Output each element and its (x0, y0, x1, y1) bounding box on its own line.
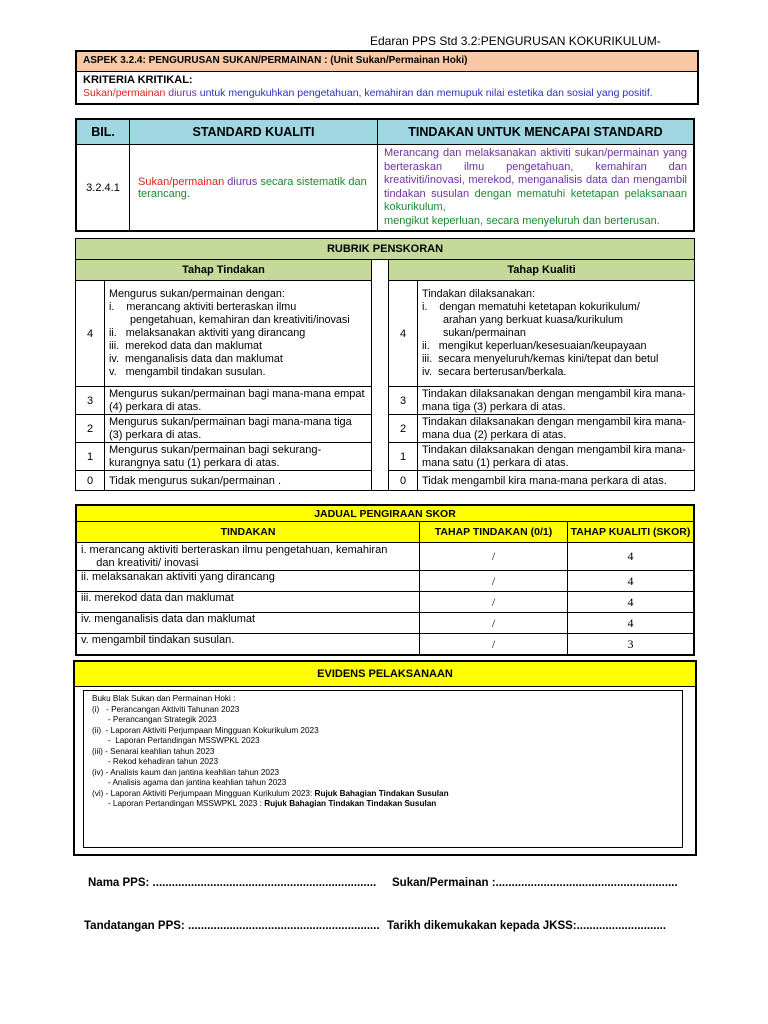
evidens-box (83, 690, 683, 848)
rubrik-tindakan-0: Tidak mengurus sukan/permainan . (105, 471, 372, 491)
bil-value: 3.2.4.1 (76, 145, 130, 232)
score-row-tahap-tindakan: / (420, 592, 568, 613)
score-row-tahap-kualiti: 4 (568, 613, 695, 634)
rubrik-score: 0 (76, 471, 105, 491)
score-row-tahap-kualiti: 4 (568, 592, 695, 613)
rubrik-kualiti-1: Tindakan dilaksanakan dengan mengambil kira mana-mana satu (1) perkara di atas. (418, 443, 695, 471)
score-row-tahap-kualiti: 4 (568, 543, 695, 571)
score-row-tindakan: i. merancang aktiviti berteraskan ilmu pengetahuan, kemahiran dan kreativiti/ inovasi (76, 543, 420, 571)
rubrik-tindakan-1: Mengurus sukan/permainan bagi sekurang-kurangnya satu (1) perkara di atas. (105, 443, 372, 471)
col-tindakan: TINDAKAN UNTUK MENCAPAI STANDARD (378, 119, 695, 145)
col-tindakan: TINDAKAN (76, 522, 420, 543)
tindakan-text: Merancang dan melaksanakan aktiviti sukan/permainan yang berteraskan ilmu pengetahuan, kemahiran dan kreativiti/inovasi, merekod, menganalisis data dan mengambil tindakan susulan dengan mematuhi ketetapan pelaksanaan kokurikulum, mengikut keperluan, secara menyeluruh dan berterusan. (378, 145, 695, 232)
evidens-title: EVIDENS PELAKSANAAN (75, 662, 695, 687)
tandatangan-pps-field: Tandatangan PPS: ............................................................ (84, 920, 380, 932)
kriteria-text: Sukan/permainan diurus untuk mengukuhkan pengetahuan, kemahiran dan memupuk nilai estetika dan sosial yang positif. (83, 87, 653, 99)
rubrik-title: RUBRIK PENSKORAN (76, 239, 695, 260)
tarikh-field: Tarikh dikemukakan kepada JKSS:............................ (387, 920, 667, 932)
rubrik-tindakan-3: Mengurus sukan/permainan bagi mana-mana empat (4) perkara di atas. (105, 387, 372, 415)
score-row-tahap-tindakan: / (420, 613, 568, 634)
rubrik-score: 4 (389, 281, 418, 387)
rubrik-score: 0 (389, 471, 418, 491)
nama-pps-field: Nama PPS: ...................................................................... (88, 877, 377, 889)
rubrik-score: 3 (389, 387, 418, 415)
evidens-block (73, 660, 697, 856)
rubrik-score: 1 (389, 443, 418, 471)
col-tahap-kualiti: Tahap Kualiti (389, 260, 695, 281)
col-standard-kualiti: STANDARD KUALITI (130, 119, 378, 145)
standard-kualiti-text: Sukan/permainan diurus secara sistematik dan terancang. (130, 145, 378, 232)
rubrik-kualiti-2: Tindakan dilaksanakan dengan mengambil kira mana-mana dua (2) perkara di atas. (418, 415, 695, 443)
rubrik-score: 2 (389, 415, 418, 443)
score-row-tahap-kualiti: 4 (568, 571, 695, 592)
rubrik-kualiti-3: Tindakan dilaksanakan dengan mengambil kira mana-mana tiga (3) perkara di atas. (418, 387, 695, 415)
aspect-block (75, 50, 699, 105)
score-row-tahap-tindakan: / (420, 543, 568, 571)
rubrik-score: 3 (76, 387, 105, 415)
score-table (75, 504, 695, 656)
rubrik-score: 1 (76, 443, 105, 471)
col-bil: BIL. (76, 119, 130, 145)
document-header: Edaran PPS Std 3.2:PENGURUSAN KOKURIKULUM- (370, 34, 661, 48)
score-row-tindakan: ii. melaksanakan aktiviti yang dirancang (76, 571, 420, 592)
rubrik-tindakan-4: Mengurus sukan/permainan dengan: i. merancang aktiviti berteraskan ilmu pengetahuan, kemahiran dan kreativiti/inovasi ii. melaksanakan aktiviti yang dirancang iii. merekod data dan maklumat iv. menganalisis data dan maklumat v. mengambil tindakan susulan. (105, 281, 372, 387)
rubrik-table (75, 238, 695, 491)
kriteria-label: KRITERIA KRITIKAL: (83, 74, 193, 86)
rubrik-kualiti-4: Tindakan dilaksanakan: i. dengan mematuhi ketetapan kokurikulum/ arahan yang berkuat kuasa/kurikulum sukan/permainan ii. mengikut keperluan/kesesuaian/keupayaan iii. secara menyeluruh/kemas kini/tepat dan betul iv. secara berterusan/berkala. (418, 281, 695, 387)
rubrik-score: 2 (76, 415, 105, 443)
rubrik-tindakan-2: Mengurus sukan/permainan bagi mana-mana tiga (3) perkara di atas. (105, 415, 372, 443)
aspect-title: ASPEK 3.2.4: PENGURUSAN SUKAN/PERMAINAN : (Unit Sukan/Permainan Hoki) (77, 52, 697, 72)
col-tahap-kualiti: TAHAP KUALITI (SKOR) (568, 522, 695, 543)
score-row-tindakan: iii. merekod data dan maklumat (76, 592, 420, 613)
sukan-permainan-field: Sukan/Permainan :......................................................... (392, 877, 678, 889)
score-row-tindakan: iv. menganalisis data dan maklumat (76, 613, 420, 634)
score-row-tahap-kualiti: 3 (568, 634, 695, 656)
score-row-tahap-tindakan: / (420, 634, 568, 656)
rubrik-kualiti-0: Tidak mengambil kira mana-mana perkara di atas. (418, 471, 695, 491)
standard-table (75, 118, 695, 232)
score-title: JADUAL PENGIRAAN SKOR (76, 505, 694, 522)
col-tahap-tindakan: Tahap Tindakan (76, 260, 372, 281)
score-row-tahap-tindakan: / (420, 571, 568, 592)
score-row-tindakan: v. mengambil tindakan susulan. (76, 634, 420, 656)
evidens-list: Buku Blak Sukan dan Permainan Hoki : (i) - Perancangan Aktiviti Tahunan 2023 - Perancangan Strategik 2023 (ii) - Laporan Aktiviti Perjumpaan Mingguan Kokurikulum 2023 - Laporan Pertandingan MSSWPKL 2023 (iii) - Senarai keahlian tahun 2023 - Rekod kehadiran tahun 2023 (iv) - Analisis kaum dan jantina keahlian tahun 2023 - Analisis agama dan jantina keahlian tahun 2023 (vi) - Laporan Aktiviti Perjumpaan Mingguan Kurikulum 2023: Rujuk Bahagian Tindakan Susulan - Laporan Pertandingan MSSWPKL 2023 : Rujuk Bahagian Tindakan Tindakan Susulan (92, 694, 449, 808)
rubrik-score: 4 (76, 281, 105, 387)
col-tahap-tindakan: TAHAP TINDAKAN (0/1) (420, 522, 568, 543)
